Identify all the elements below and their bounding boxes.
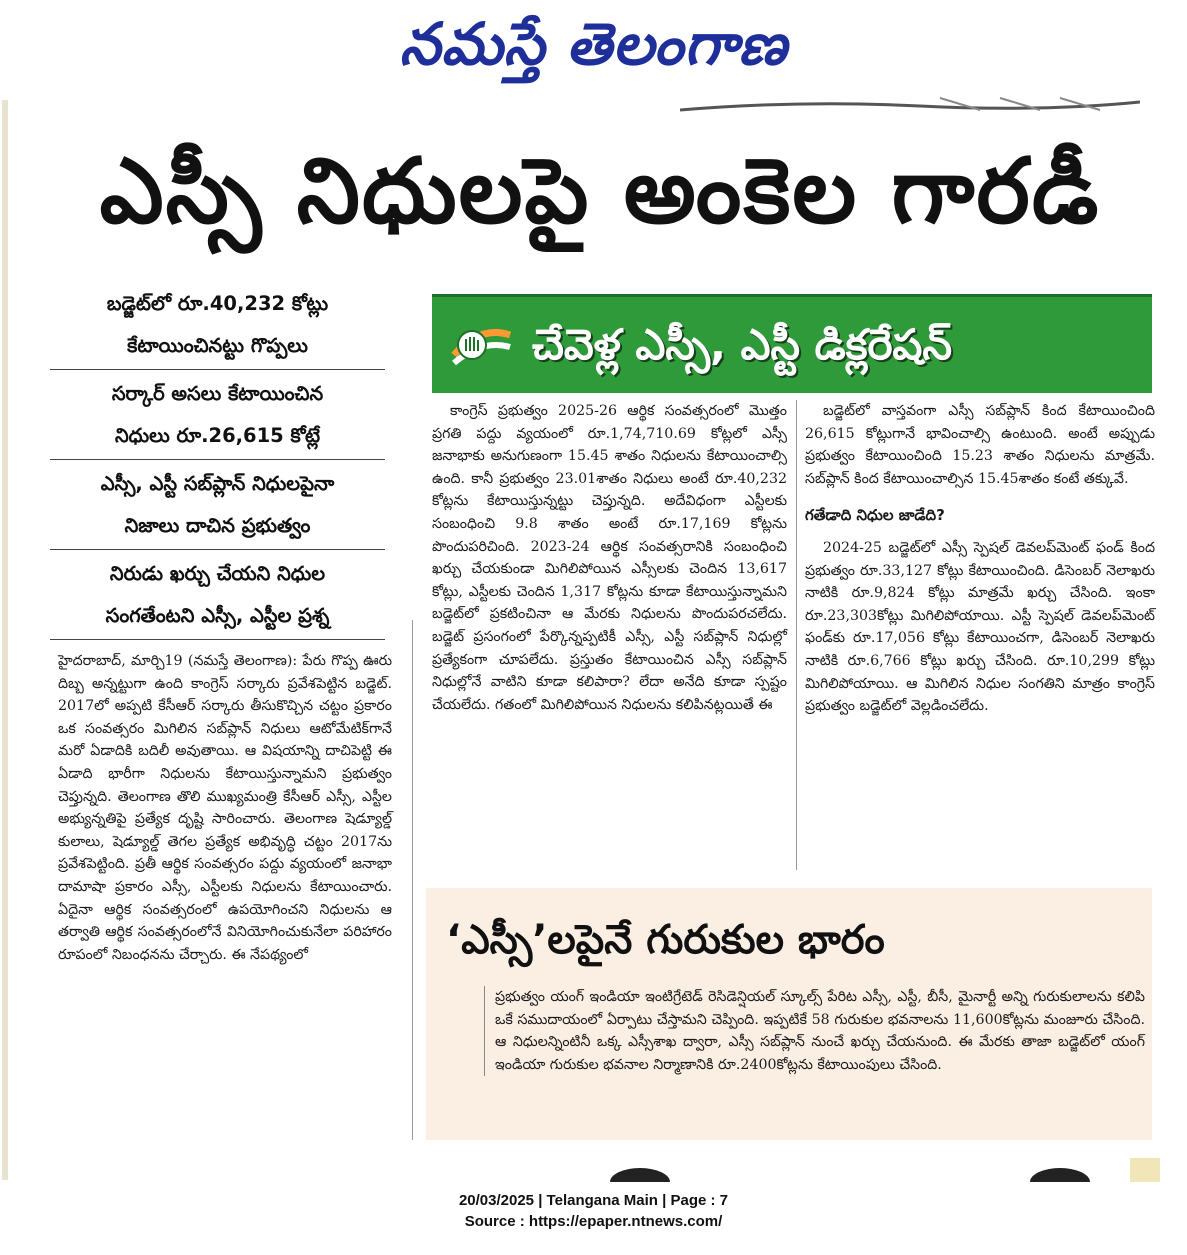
highlight-line: నిజాలు దాచిన ప్రభుత్వం xyxy=(124,514,311,537)
masthead-title: నమస్తే తెలంగాణ xyxy=(399,10,788,78)
article-subheading: గతేడాది నిధుల జాడేది? xyxy=(805,506,945,525)
boxout xyxy=(426,888,1152,1140)
boxout-body: ప్రభుత్వం యంగ్‌ ఇండియా ఇంటిగ్రేటెడ్‌ రెసిడెన్షియల్‌ స్కూల్స్‌ పేరిట ఎస్సీ, ఎస్టీ, బీసీ, మైనార్టీ అన్ని గురుకులాలను కలిపి ఒకే సముదాయంలో ఏర్పాటు చేస్తామని చెప్పింది. ఇప్పటికే 58 గురుకుల భవనాలను 11,600కోట్లను మంజూరు చేసింది. ఆ నిధులన్నింటినీ ఒక్క ఎస్సీశాఖ ద్వారా, ఎస్సీ సబ్‌ప్లాన్‌ నుంచే ఖర్చు చేయనుంది. ఈ మేరకు తాజా బడ్జెట్‌లో యంగ్‌ ఇండియా గురుకుల భవనాల నిర్మాణానికి రూ.2400కోట్లను కేటాయింపులు చేసింది. xyxy=(484,986,1145,1076)
banner-title: చేవెళ్ల ఎస్సీ, ఎస్టీ డిక్లరేషన్‌ xyxy=(532,320,952,369)
highlight-line: బడ్జెట్‌లో రూ.40,232 కోట్లు xyxy=(106,292,329,315)
footer xyxy=(0,1190,1187,1232)
highlight-line: కేటాయించినట్టు గొప్పలు xyxy=(127,334,308,357)
masthead xyxy=(0,0,1187,100)
highlight-line: నిరుడు ఖర్చు చేయని నిధుల xyxy=(109,562,326,585)
section-banner xyxy=(432,294,1152,393)
footer-date-line: 20/03/2025 | Telangana Main | Page : 7 xyxy=(458,1192,729,1209)
article-paragraph: కాంగ్రెస్‌ ప్రభుత్వం 2025-26 ఆర్థిక సంవత్సరంలో మొత్తం ప్రగతి పద్దు వ్యయంలో రూ.1,74,710.69 కోట్లలో ఎస్సీ జనాభాకు అనుగుణంగా 15.45 శాతం నిధులను కేటాయించాల్సి ఉంది. కానీ ప్రభుత్వం 23.01శాతం నిధులు అంటే రూ.40,232 కోట్లను కేటాయిస్తున్నట్టు చెప్తున్నది. అదేవిధంగా ఎస్టీలకు సంబంధించి 9.8 శాతం అంటే రూ.17,169 కోట్లను పొందుపరిచింది. 2023-24 ఆర్థిక సంవత్సరానికి సంబంధించి ఖర్చు చేయకుండా మిగిలిపోయిన ఎస్సీలకు చెందిన 13,617 కోట్లు, ఎస్టీలకు చెందిన 1,317 కోట్లను కూడా కేటాయిస్తున్నామని బడ్జెట్‌లో ప్రకటించినా ఆ మేరకు నిధులను పొందుపరచలేదు. బడ్జెట్‌ ప్రసంగంలో పేర్కొన్నప్పటికీ ఎస్సీ, ఎస్టీ సబ్‌ప్లాన్‌ నిధుల్లో ప్రత్యేకంగా చూపలేదు. ప్రస్తుతం కేటాయించిన ఎస్సీ సబ్‌ప్లాన్‌ నిధుల్లోనే వాటిని కూడా కలిపారా? లేదా అనేది కూడా స్పష్టం చేయలేదు. గతంలో మిగిలిపోయిన నిధులను కలిపినట్లయితే ఈ xyxy=(432,403,787,713)
article-column-left xyxy=(58,650,392,966)
footer-source-line: Source : https://epaper.ntnews.com/ xyxy=(464,1213,723,1230)
highlights-box xyxy=(50,283,385,643)
article-paragraph: 2024-25 బడ్జెట్‌లో ఎస్సీ స్పెషల్‌ డెవలప్‌మెంట్‌ ఫండ్‌ కింద ప్రభుత్వం రూ.33,127 కోట్లు కేటాయించింది. డిసెంబర్‌ నెలాఖరు నాటికి రూ.9,824 కోట్లు మాత్రమే ఖర్చు చేసింది. ఇంకా రూ.23,303కోట్లు మిగిలిపోయాయి. ఎస్టీ స్పెషల్‌ డెవలప్‌మెంట్‌ ఫండ్‌కు రూ.17,056 కోట్లు కేటాయించగా, డిసెంబర్‌ నెలాఖరు నాటికి రూ.6,766 కోట్లు ఖర్చు చేసింది. రూ.10,299 కోట్లు మిగిలిపోయాయి. ఆ మిగిలిన నిధుల సంగతిని మాత్రం కాంగ్రెస్‌ ప్రభుత్వం బడ్జెట్‌లో వెల్లడించలేదు. xyxy=(805,539,1155,715)
decorative-strip xyxy=(680,96,1140,112)
highlight-line: ఎస్సీ, ఎస్టీ సబ్‌ప్లాన్‌ నిధులపైనా xyxy=(100,472,335,495)
article-column-right xyxy=(805,400,1155,718)
divider xyxy=(50,639,385,640)
column-divider xyxy=(796,400,797,870)
boxout-title: ‘ఎస్సీ’లపైనే గురుకుల భారం xyxy=(446,917,885,963)
article-paragraph: హైదరాబాద్‌, మార్చి19 (నమస్తే తెలంగాణ): పేరు గొప్ప ఊరు దిబ్బ అన్నట్టుగా ఉంది కాంగ్రెస్‌ సర్కారు ప్రవేశపెట్టిన బడ్జెట్‌. 2017లో అప్పటి కేసీఆర్‌ సర్కారు తీసుకొచ్చిన చట్టం ప్రకారం ఒక సంవత్సరం మిగిలిన సబ్‌ప్లాన్‌ నిధులు ఆటోమేటిక్‌గానే మరో ఏడాదికి బదిలీ అవుతాయి. ఆ విషయాన్ని దాచిపెట్టి ఈ ఏడాది భారీగా నిధులను కేటాయిస్తున్నామని ప్రభుత్వం చెప్తున్నది. తెలంగాణ తొలి ముఖ్యమంత్రి కేసీఆర్‌ ఎస్సీ, ఎస్టీల అభ్యున్నతిపై ప్రత్యేక దృష్టి సారించారు. తెలంగాణ షెడ్యూల్డ్‌ కులాలు, షెడ్యూల్డ్‌ తెగల ప్రత్యేక అభివృద్ధి చట్టం 2017ను ప్రవేశపెట్టింది. ప్రతీ ఆర్థిక సంవత్సరం పద్దు వ్యయంలో జనాభా దామాషా ప్రకారం ఎస్సీ, ఎస్టీలకు నిధులను కేటాయించారు. ఏదైనా ఆర్థిక సంవత్సరంలో ఉపయోగించని నిధులను ఆ తర్వాతి ఆర్థిక సంవత్సరంలోనే వినియోగించుకునేలా పరిహారం రూపంలో నిబంధనను చేర్చారు. ఈ నేపథ్యంలో xyxy=(58,653,392,963)
divider xyxy=(50,369,385,370)
divider xyxy=(50,459,385,460)
divider xyxy=(50,549,385,550)
decorative-strip xyxy=(600,1158,1160,1182)
column-divider xyxy=(412,620,413,1140)
highlight-line: నిధులు రూ.26,615 కోట్లే xyxy=(114,424,321,447)
article-column-middle xyxy=(432,400,787,716)
article-paragraph: బడ్జెట్‌లో వాస్తవంగా ఎస్సీ సబ్‌ప్లాన్‌ కింద కేటాయించింది 26,615 కోట్లుగానే భావించాల్సి ఉంటుంది. అంటే అప్పుడు ప్రభుత్వం కేటాయించింది 15.23 శాతం నిధులను మాత్రమే. సబ్‌ప్లాన్‌ కింద కేటాయించాల్సిన 15.45శాతం కంటే తక్కువే. xyxy=(805,403,1155,487)
left-margin-rule xyxy=(2,100,8,1180)
headline: ఎస్సీ నిధులపై అంకెల గారడీ xyxy=(99,139,1101,244)
highlight-line: సర్కార్‌ అసలు కేటాయించిన xyxy=(111,382,324,405)
congress-hand-logo-icon xyxy=(450,315,512,377)
highlight-line: సంగతేంటని ఎస్సీ, ఎస్టీల ప్రశ్న xyxy=(105,604,330,627)
